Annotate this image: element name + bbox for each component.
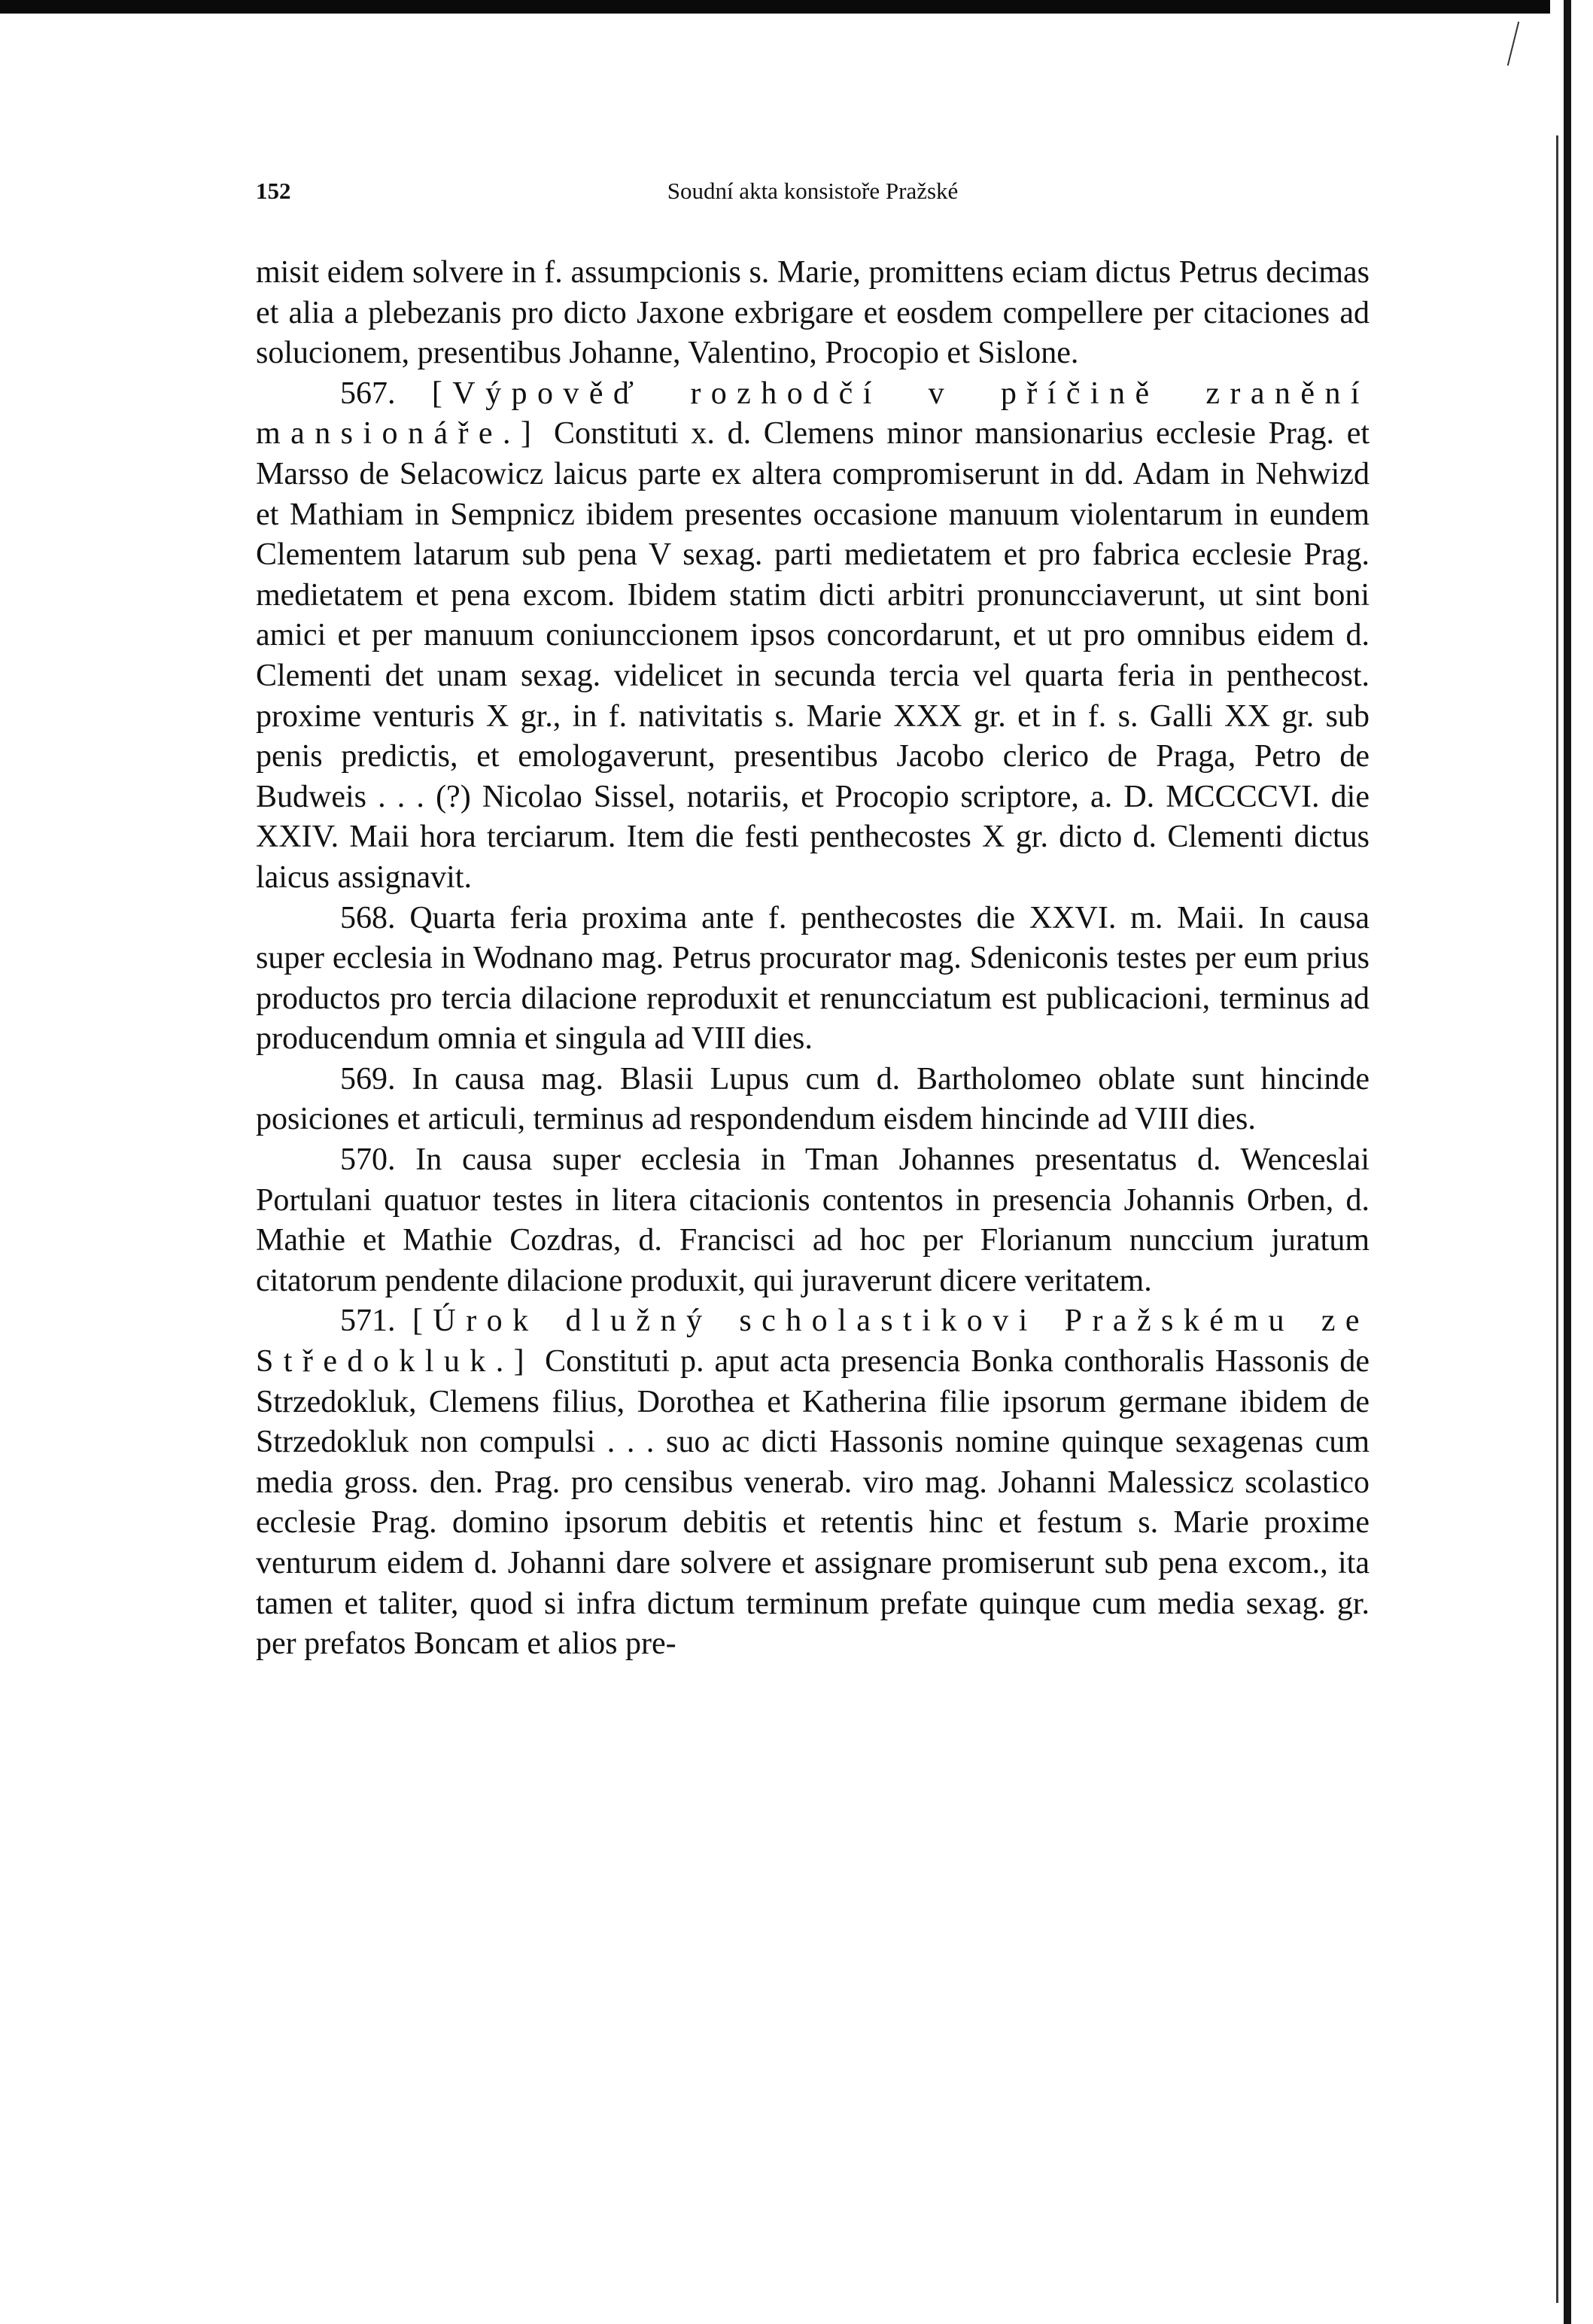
- continued-paragraph: [256, 253, 1370, 374]
- entry-title: [Úrok dlužný scholastikovi Pražskému ze Středokluk.]: [256, 1303, 1370, 1379]
- entry-title: [Výpověď rozhodčí v příčině zranění mansionáře.]: [256, 376, 1370, 452]
- scan-right-edge-shadow: [1556, 135, 1558, 2303]
- entry-number: 569.: [340, 1061, 396, 1097]
- entry-text: In causa mag. Blasii Lupus cum d. Bartholomeo oblate sunt hincinde posiciones et articuli, terminus ad respondendum eisdem hincinde ad VIII dies.: [256, 1061, 1370, 1137]
- entry-569: [256, 1060, 1370, 1140]
- entry-text: Constituti p. aput acta presencia Bonka conthoralis Hassonis de Strzedokluk, Clemens filius, Dorothea et Katherina filie ipsorum germane ibidem de Strzedokluk non compulsi . . . suo ac dicti Hassonis nomine quinque sexagenas cum media gross. den. Prag. pro censibus venerab. viro mag. Johanni Malessicz scolastico ecclesie Prag. domino ipsorum debitis et retentis hinc et festum s. Marie proxime venturum eidem d. Johanni dare solvere et assignare promiserunt sub pena excom., ita tamen et taliter, quod si infra dictum terminum prefate quinque cum media sexag. gr. per prefatos Boncam et alios pre-: [256, 1344, 1370, 1662]
- entry-text: Quarta feria proxima ante f. penthecostes die XXVI. m. Maii. In causa super ecclesia in Wodnano mag. Petrus procurator mag. Sdeniconis testes per eum prius productos pro tercia dilacione reproduxit et renuncciatum est publicacioni, terminus ad producendum omnia et singula ad VIII dies.: [256, 900, 1370, 1057]
- scan-right-edge: [1564, 0, 1571, 2324]
- entry-568: [256, 899, 1370, 1060]
- entry-571: [256, 1301, 1370, 1664]
- scan-top-border: [0, 0, 1550, 14]
- page-header: [256, 178, 1370, 208]
- entry-text: Constituti x. d. Clemens minor mansionarius ecclesie Prag. et Marsso de Selacowicz laicus parte ex altera compromiserunt in dd. Adam in Nehwizd et Mathiam in Sempnicz ibidem presentes occasione manuum violentarum in eundem Clementem latarum sub pena V sexag. parti medietatem et pro fabrica ecclesie Prag. medietatem et pena excom. Ibidem statim dicti arbitri pronuncciaverunt, ut sint boni amici et per manuum coniunccionem ipsos concordarunt, et ut pro omnibus eidem d. Clementi det unam sexag. videlicet in secunda tercia vel quarta feria in penthecost. proxime venturis X gr., in f. nativitatis s. Marie XXX gr. et in f. s. Galli XX gr. sub penis predictis, et emologaverunt, presentibus Jacobo clerico de Praga, Petro de Budweis . . . (?) Nicolao Sissel, notariis, et Procopio scriptore, a. D. MCCCCVI. die XXIV. Maii hora terciarum. Item die festi penthecostes X gr. dicto d. Clementi dictus laicus assignavit.: [256, 416, 1370, 895]
- entry-570: [256, 1140, 1370, 1301]
- entry-number: 567.: [340, 376, 396, 411]
- entry-number: 570.: [340, 1142, 396, 1178]
- scan-artifact-mark: [1507, 22, 1519, 66]
- running-title: Soudní akta konsistoře Pražské: [667, 178, 959, 204]
- paragraph-text: misit eidem solvere in f. assumpcionis s. Marie, promittens eciam dictus Petrus decimas et alia a plebezanis pro dicto Jaxone exbrigare et eosdem compellere per citaciones ad solucionem, presentibus Johanne, Valentino, Procopio et Sislone.: [256, 255, 1370, 371]
- page-number: 152: [256, 178, 291, 204]
- entry-567: [256, 374, 1370, 899]
- entry-number: 571.: [340, 1303, 396, 1339]
- page-body: [256, 253, 1370, 1665]
- entry-number: 568.: [340, 900, 396, 935]
- entry-text: In causa super ecclesia in Tman Johannes presentatus d. Wenceslai Portulani quatuor testes in litera citacionis contentos in presencia Johannis Orben, d. Mathie et Mathie Cozdras, d. Francisci ad hoc per Florianum nunccium juratum citatorum pendente dilacione produxit, qui juraverunt dicere veritatem.: [256, 1142, 1370, 1298]
